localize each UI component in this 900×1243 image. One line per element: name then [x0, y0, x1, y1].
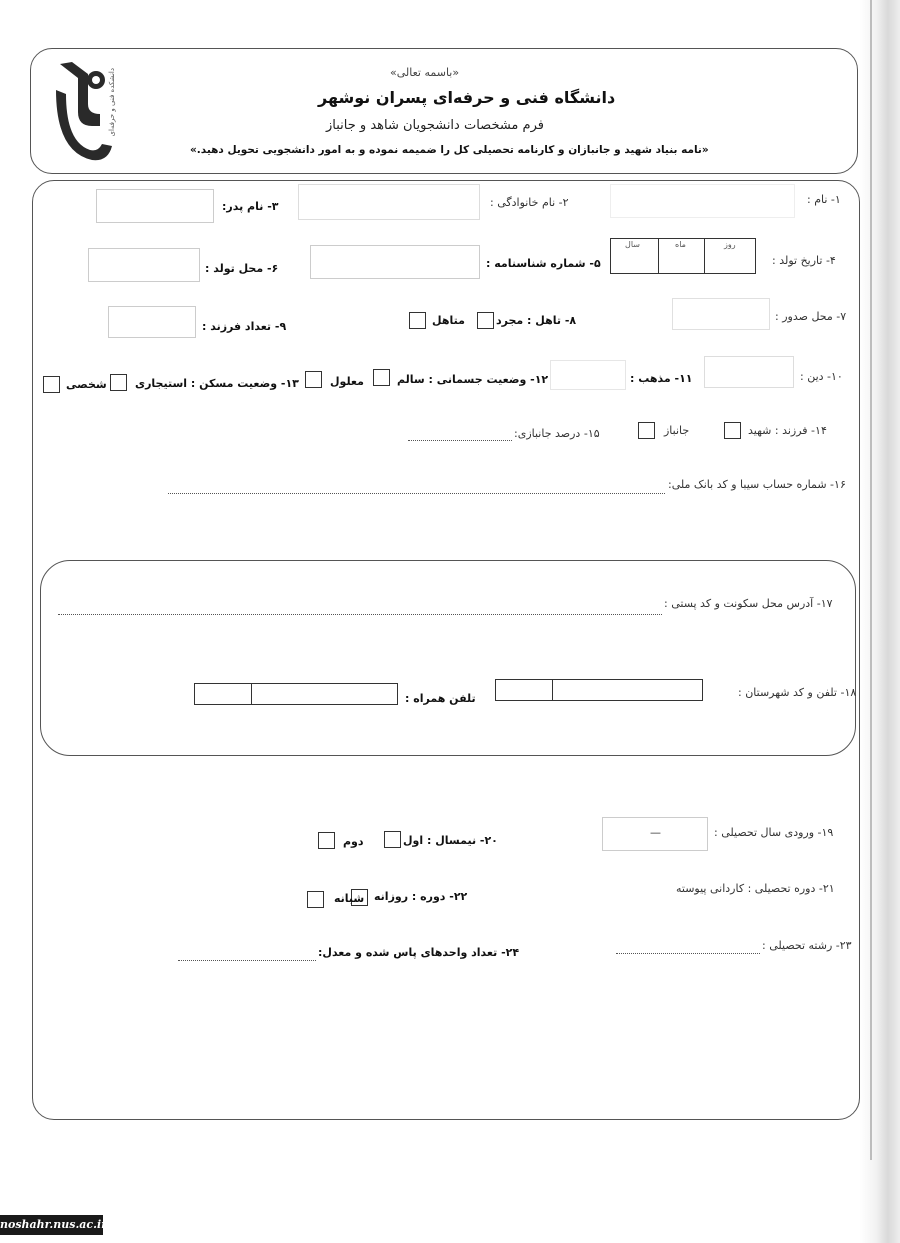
phone-area-divider — [552, 679, 553, 701]
checkbox-martyr[interactable] — [724, 422, 741, 439]
bank-account-line[interactable] — [168, 493, 665, 494]
scan-edge-shadow — [860, 0, 900, 1243]
label-major: ۲۳- رشته تحصیلی : — [762, 939, 852, 952]
label-id-number: ۵- شماره شناسنامه : — [486, 257, 601, 270]
checkbox-semester-second[interactable] — [318, 832, 335, 849]
site-url-badge: noshahr.nus.ac.ir — [0, 1215, 103, 1235]
label-housing-own: شخصی — [66, 378, 107, 391]
label-mobile: تلفن همراه : — [405, 692, 476, 705]
phone-field[interactable] — [495, 679, 703, 701]
contact-frame — [40, 560, 856, 756]
id-number-field[interactable] — [310, 245, 480, 279]
birth-month-label: ماه — [675, 240, 686, 249]
address-line[interactable] — [58, 614, 662, 615]
father-name-field[interactable] — [96, 189, 214, 223]
checkbox-rented[interactable] — [110, 374, 127, 391]
label-sect: ۱۱- مذهب : — [630, 372, 693, 385]
form-title: فرم مشخصات دانشجویان شاهد و جانباز — [326, 118, 544, 133]
birth-place-field[interactable] — [88, 248, 200, 282]
label-child-of-veteran: جانباز — [664, 424, 690, 437]
label-disability-percent: ۱۵- درصد جانبازی: — [514, 427, 600, 440]
passed-units-line[interactable] — [178, 960, 316, 961]
logo-caption: دانشکده فنی و حرفه‌ای — [108, 68, 116, 137]
religion-field[interactable] — [704, 356, 794, 388]
last-name-field[interactable] — [298, 184, 480, 220]
major-line[interactable] — [616, 953, 760, 954]
mobile-field[interactable] — [194, 683, 398, 705]
label-father-name: ۳- نام پدر: — [222, 200, 279, 213]
label-course-day: ۲۲- دوره : روزانه — [374, 890, 468, 903]
label-housing-rent: ۱۳- وضعیت مسکن : استیجاری — [135, 377, 299, 390]
university-name: دانشگاه فنی و حرفه‌ای پسران نوشهر — [318, 88, 616, 107]
label-issue-place: ۷- محل صدور : — [775, 310, 847, 323]
form-note: «نامه بنیاد شهید و جانبازان و کارنامه تحصیلی کل را ضمیمه نموده و به امور دانشجویی تحویل دهید.» — [190, 144, 709, 156]
label-birth-date: ۴- تاریخ تولد : — [772, 254, 836, 267]
label-first-name: ۱- نام : — [807, 193, 841, 206]
entry-year-separator: — — [650, 826, 661, 839]
checkbox-semester-first[interactable] — [384, 831, 401, 848]
label-address: ۱۷- آدرس محل سکونت و کد پستی : — [664, 597, 833, 610]
label-last-name: ۲- نام خانوادگی : — [490, 196, 569, 209]
label-semester-second: دوم — [343, 835, 364, 848]
label-phone: ۱۸- تلفن و کد شهرستان : — [738, 686, 857, 699]
basmala: «باسمه تعالی» — [390, 66, 460, 79]
label-religion: ۱۰- دین : — [800, 370, 843, 383]
birth-date-divider-2 — [704, 238, 705, 274]
label-semester-first: ۲۰- نیمسال : اول — [403, 834, 498, 847]
label-passed-units: ۲۴- تعداد واحدهای پاس شده و معدل: — [318, 946, 520, 959]
first-name-field[interactable] — [610, 184, 795, 218]
label-entry-year: ۱۹- ورودی سال تحصیلی : — [714, 826, 834, 839]
label-physical-disabled: معلول — [330, 375, 364, 388]
checkbox-veteran[interactable] — [638, 422, 655, 439]
university-logo — [52, 60, 114, 170]
checkbox-single[interactable] — [477, 312, 494, 329]
birth-date-divider-1 — [658, 238, 659, 274]
label-marital-single: ۸- تاهل : مجرد — [496, 314, 577, 327]
birth-year-label: سال — [625, 240, 640, 249]
children-count-field[interactable] — [108, 306, 196, 338]
label-child-of-martyr: ۱۴- فرزند : شهید — [748, 424, 827, 437]
scan-edge-line — [870, 0, 872, 1160]
mobile-divider — [251, 683, 252, 705]
label-marital-married: متاهل — [432, 314, 465, 327]
checkbox-owned[interactable] — [43, 376, 60, 393]
checkbox-healthy[interactable] — [373, 369, 390, 386]
label-course-level: ۲۱- دوره تحصیلی : کاردانی پیوسته — [676, 882, 835, 895]
label-bank-account: ۱۶- شماره حساب سیبا و کد بانک ملی: — [668, 478, 846, 491]
issue-place-field[interactable] — [672, 298, 770, 330]
checkbox-disabled[interactable] — [305, 371, 322, 388]
label-birth-place: ۶- محل تولد : — [205, 262, 279, 275]
label-physical-healthy: ۱۲- وضعیت جسمانی : سالم — [397, 373, 549, 386]
birth-day-label: روز — [724, 240, 736, 249]
checkbox-night-course[interactable] — [307, 891, 324, 908]
label-children-count: ۹- تعداد فرزند : — [202, 320, 287, 333]
disability-percent-line[interactable] — [408, 440, 512, 441]
checkbox-married[interactable] — [409, 312, 426, 329]
sect-field[interactable] — [550, 360, 626, 390]
label-course-night: شبانه — [334, 892, 365, 905]
